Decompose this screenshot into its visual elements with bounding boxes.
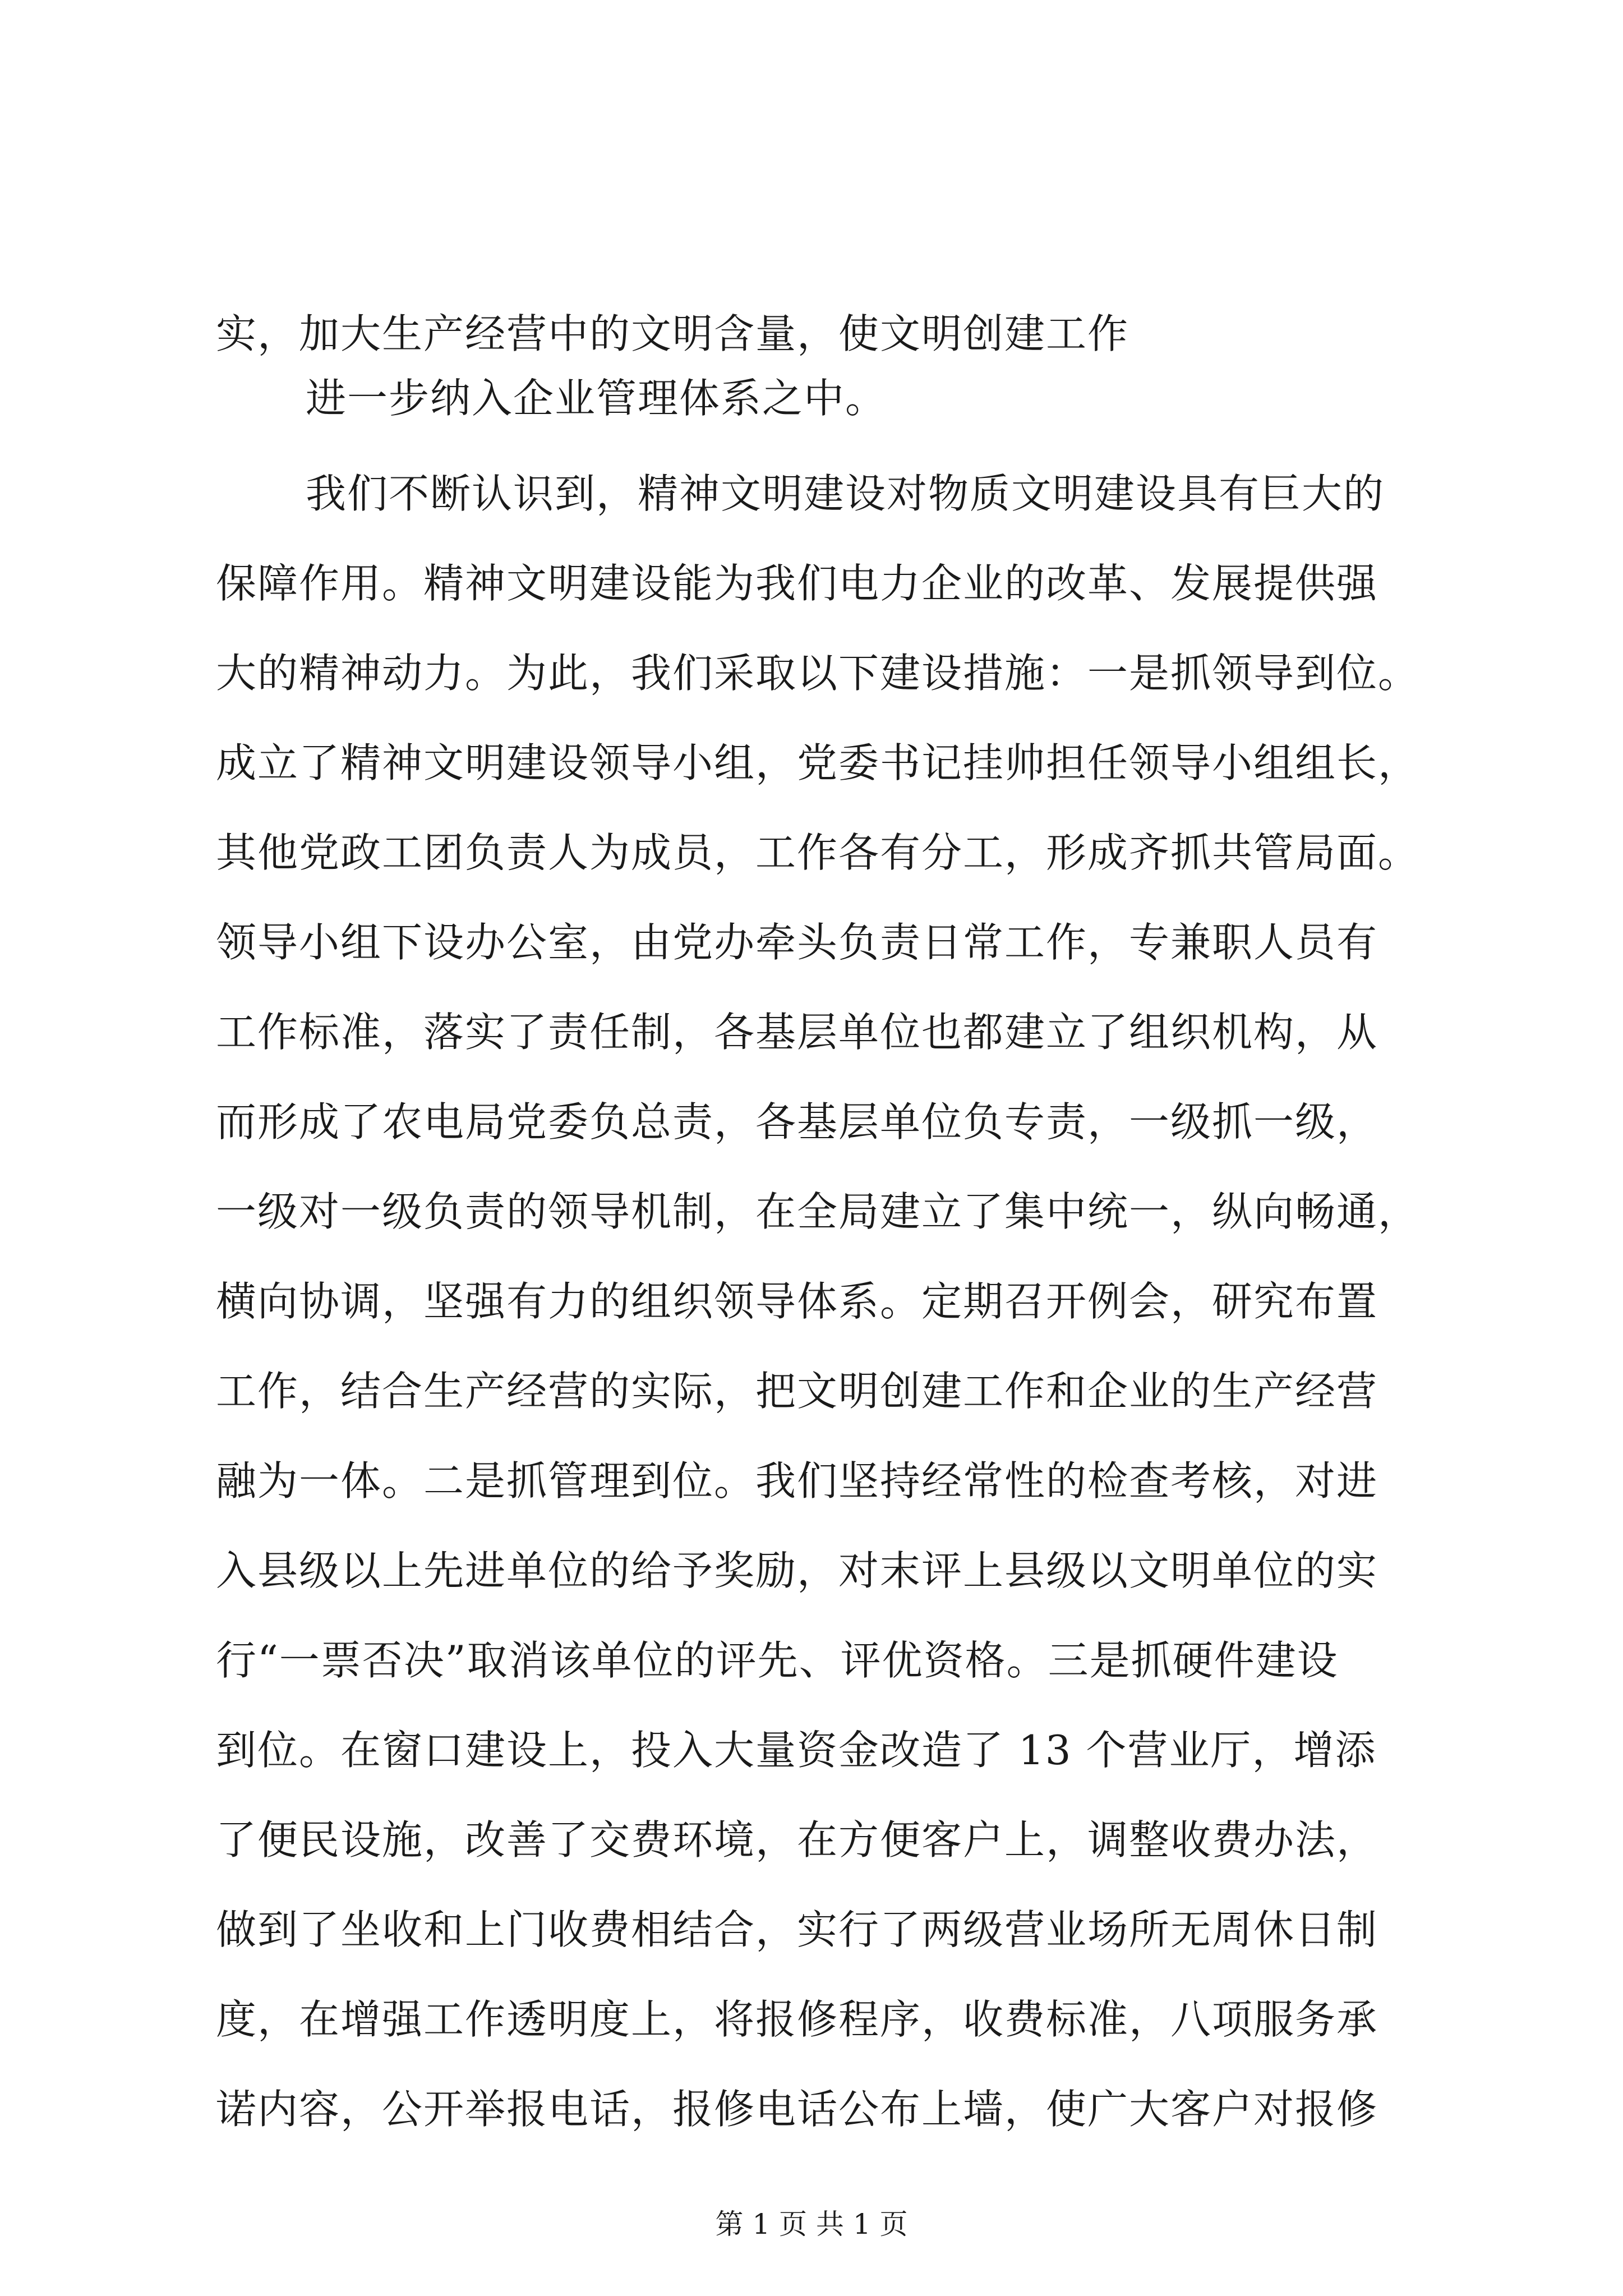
text-line: 融为一体。二是抓管理到位。我们坚持经常性的检查考核，对进 — [216, 1457, 1378, 1504]
text-line: 而形成了农电局党委负总责，各基层单位负专责，一级抓一级， — [216, 1098, 1378, 1145]
text-line: 入县级以上先进单位的给予奖励，对末评上县级以文明单位的实 — [216, 1547, 1378, 1594]
text-line: 横向协调，坚强有力的组织领导体系。定期召开例会，研究布置 — [216, 1278, 1378, 1325]
text-line: 大的精神动力。为此，我们采取以下建设措施：一是抓领导到位。 — [216, 650, 1420, 697]
text-line: 工作，结合生产经营的实际，把文明创建工作和企业的生产经营 — [216, 1368, 1378, 1415]
text-line: 实，加大生产经营中的文明含量，使文明创建工作 — [216, 310, 1129, 357]
text-line: 到位。在窗口建设上，投入大量资金改造了 13 个营业厅，增添 — [216, 1727, 1377, 1774]
text-line: 工作标准，落实了责任制，各基层单位也都建立了组织机构，从 — [216, 1009, 1378, 1056]
text-line: 我们不断认识到，精神文明建设对物质文明建设具有巨大的 — [306, 470, 1385, 517]
text-line: 度，在增强工作透明度上，将报修程序，收费标准，八项服务承 — [216, 1996, 1378, 2043]
text-line: 领导小组下设办公室，由党办牵头负责日常工作，专兼职人员有 — [216, 919, 1378, 966]
text-line: 进一步纳入企业管理体系之中。 — [306, 375, 887, 422]
text-line: 诺内容，公开举报电话，报修电话公布上墙，使广大客户对报修 — [216, 2086, 1378, 2133]
text-line: 了便民设施，改善了交费环境，在方便客户上，调整收费办法， — [216, 1816, 1378, 1864]
text-line: 其他党政工团负责人为成员，工作各有分工，形成齐抓共管局面。 — [216, 829, 1420, 876]
text-line: 做到了坐收和上门收费相结合，实行了两级营业场所无周休日制 — [216, 1906, 1378, 1953]
text-line: 一级对一级负责的领导机制，在全局建立了集中统一，纵向畅通， — [216, 1188, 1420, 1235]
text-line: 保障作用。精神文明建设能为我们电力企业的改革、发展提供强 — [216, 560, 1378, 607]
text-line: 成立了精神文明建设领导小组，党委书记挂帅担任领导小组组长， — [216, 739, 1420, 786]
page-footer: 第 1 页 共 1 页 — [715, 2208, 908, 2240]
text-line: 行“一票否决”取消该单位的评先、评优资格。三是抓硬件建设 — [216, 1637, 1339, 1684]
